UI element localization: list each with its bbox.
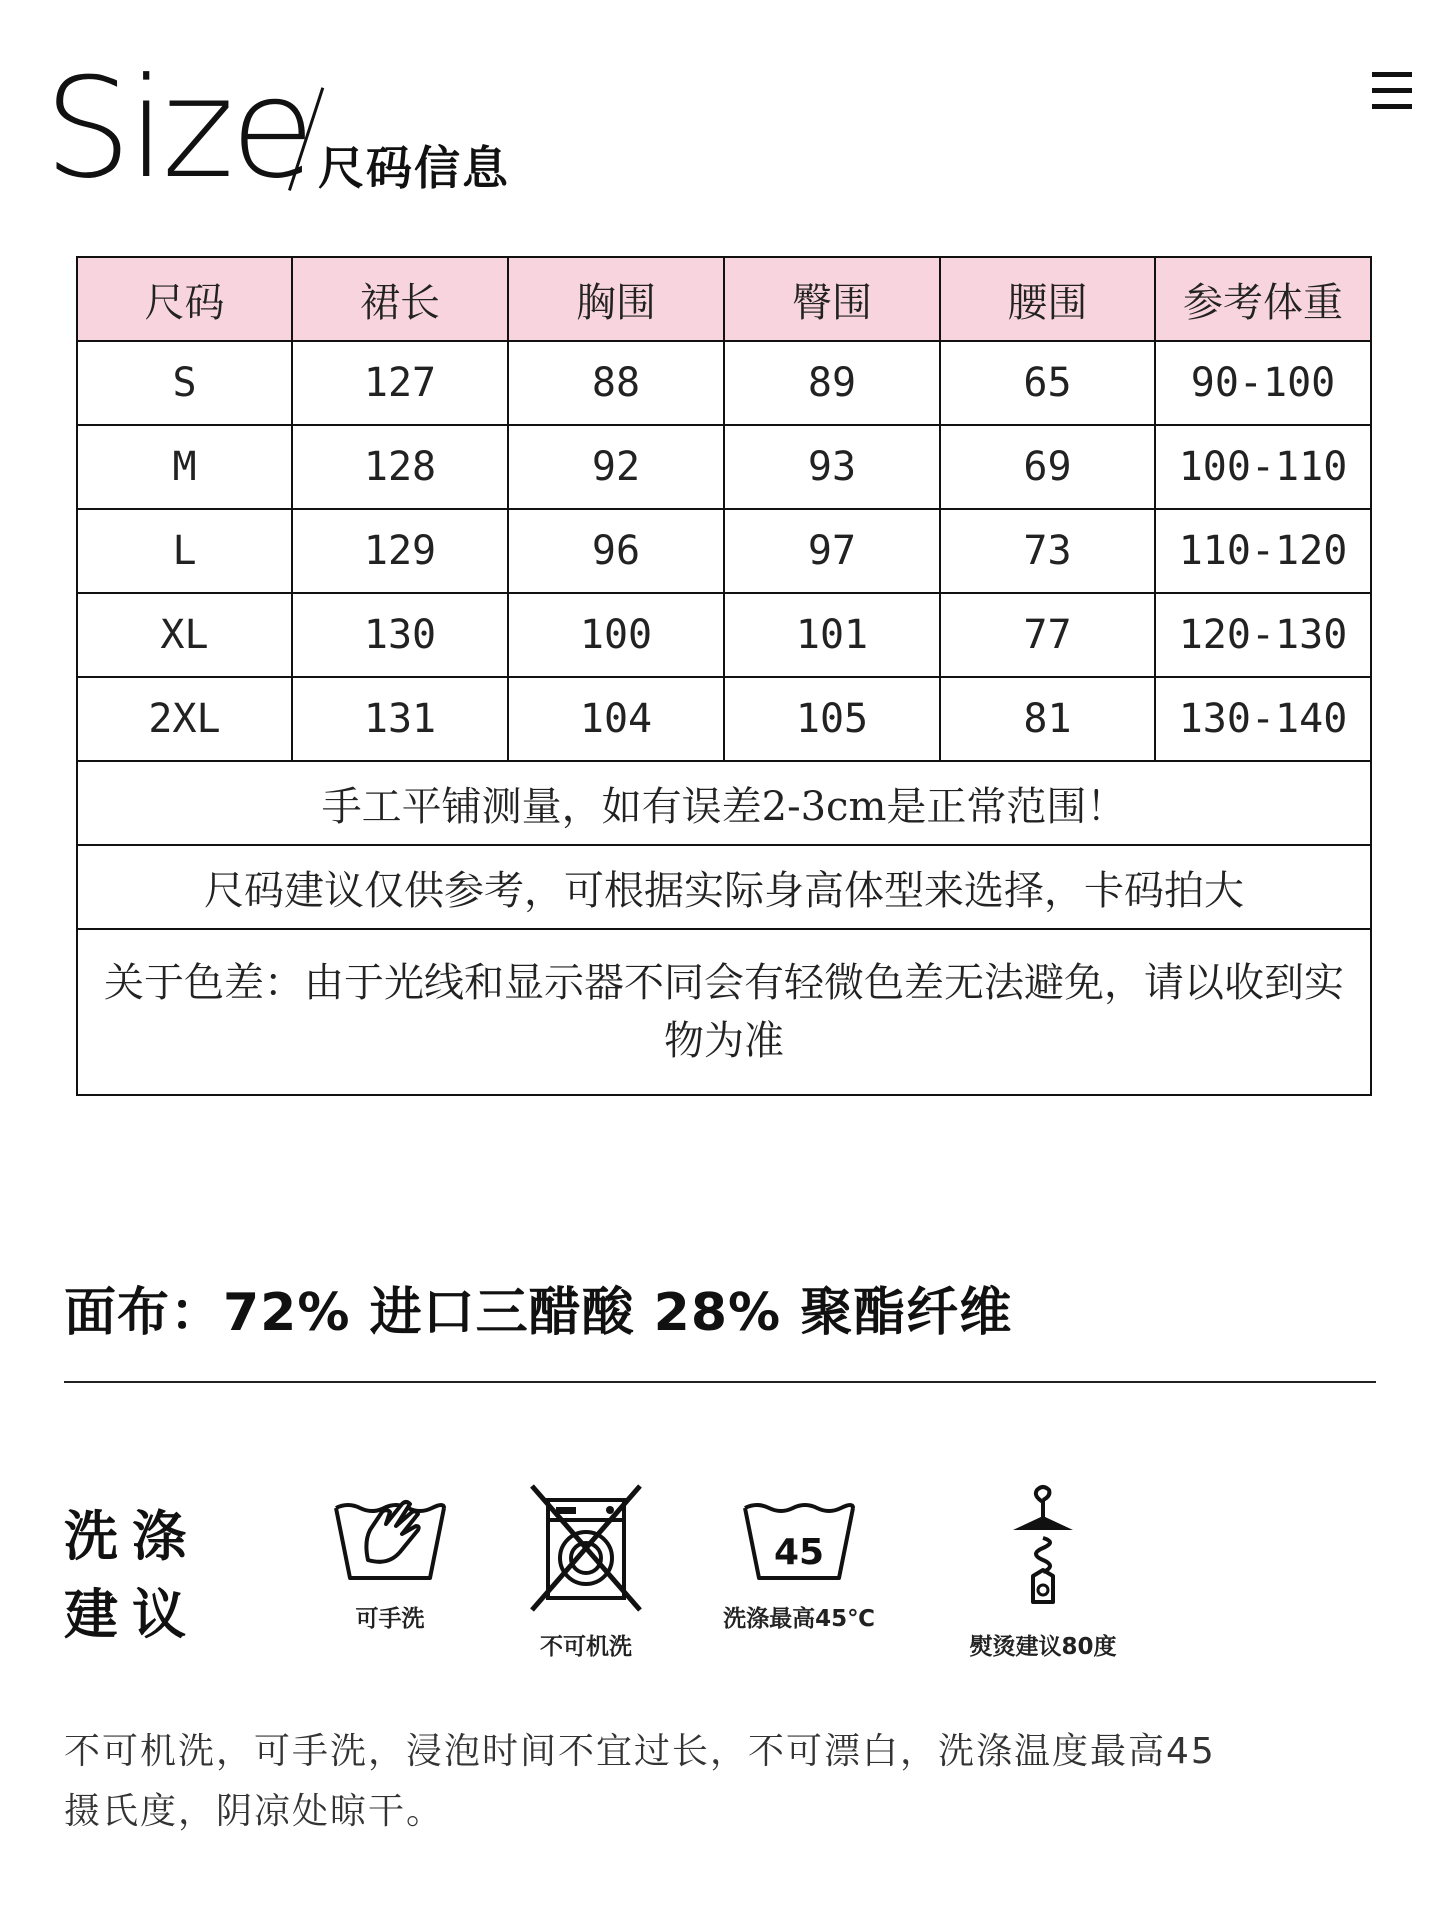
care-label: 不可机洗 — [540, 1634, 632, 1660]
table-row — [77, 341, 1371, 425]
header-weight: 参考体重 — [1155, 257, 1371, 341]
care-title: 洗涤建议 — [64, 1505, 200, 1646]
header-hip: 臀围 — [724, 257, 940, 341]
table-cell: 97 — [724, 509, 940, 593]
header-waist: 腰围 — [940, 257, 1155, 341]
table-cell: 101 — [724, 593, 940, 677]
header-length: 裙长 — [292, 257, 508, 341]
table-cell: 131 — [292, 677, 508, 761]
color-difference-note: 关于色差：由于光线和显示器不同会有轻微色差无法避免，请以收到实物为准 — [77, 929, 1371, 1095]
page-header — [44, 48, 1396, 209]
table-cell: 120-130 — [1155, 593, 1371, 677]
size-table — [76, 256, 1372, 1096]
table-cell: 100-110 — [1155, 425, 1371, 509]
table-header-row — [77, 257, 1371, 341]
table-cell: 104 — [508, 677, 724, 761]
section-divider — [64, 1381, 1376, 1383]
care-description: 不可机洗，可手洗，浸泡时间不宜过长，不可漂白，洗涤温度最高45摄氏度，阴凉处晾干。 — [64, 1731, 1216, 1832]
header-size: 尺码 — [77, 257, 292, 341]
care-item-no-machine-wash — [516, 1482, 656, 1661]
wash-temp-text: 45 — [773, 1532, 825, 1573]
table-cell: 90-100 — [1155, 341, 1371, 425]
header-bust: 胸围 — [508, 257, 724, 341]
iron-steam-icon — [1003, 1482, 1083, 1614]
hamburger-menu-icon[interactable] — [1372, 72, 1412, 116]
title-en: Size — [44, 48, 312, 209]
table-cell: 88 — [508, 341, 724, 425]
table-cell: 110-120 — [1155, 509, 1371, 593]
measurement-note: 手工平铺测量，如有误差2-3cm是正常范围！ — [77, 761, 1371, 845]
care-item-iron — [948, 1482, 1138, 1661]
table-cell: L — [77, 509, 292, 593]
table-cell: 77 — [940, 593, 1155, 677]
table-cell: M — [77, 425, 292, 509]
table-note-row — [77, 845, 1371, 929]
size-advice-note: 尺码建议仅供参考，可根据实际身高体型来选择，卡码拍大 — [77, 845, 1371, 929]
table-cell: 100 — [508, 593, 724, 677]
hand-wash-icon — [330, 1482, 450, 1586]
care-item-wash-45 — [714, 1482, 884, 1633]
table-note-row — [77, 761, 1371, 845]
no-machine-wash-icon — [526, 1482, 646, 1614]
table-cell: 127 — [292, 341, 508, 425]
table-cell: 130 — [292, 593, 508, 677]
care-label: 熨烫建议80度 — [969, 1634, 1117, 1660]
table-cell: 129 — [292, 509, 508, 593]
title-cn: 尺码信息 — [318, 141, 510, 195]
table-cell: 81 — [940, 677, 1155, 761]
table-cell: 65 — [940, 341, 1155, 425]
table-row — [77, 509, 1371, 593]
table-row — [77, 677, 1371, 761]
care-label: 洗涤最高45℃ — [723, 1606, 875, 1632]
care-label: 可手洗 — [355, 1606, 425, 1632]
table-note-row — [77, 929, 1371, 1095]
table-cell: 96 — [508, 509, 724, 593]
table-row — [77, 425, 1371, 509]
care-item-hand-wash — [320, 1482, 460, 1633]
table-cell: 73 — [940, 509, 1155, 593]
table-cell: 92 — [508, 425, 724, 509]
wash-45-icon — [739, 1482, 859, 1586]
table-cell: 89 — [724, 341, 940, 425]
table-cell: 2XL — [77, 677, 292, 761]
table-cell: S — [77, 341, 292, 425]
table-cell: XL — [77, 593, 292, 677]
table-cell: 93 — [724, 425, 940, 509]
table-cell: 130-140 — [1155, 677, 1371, 761]
table-cell: 128 — [292, 425, 508, 509]
table-cell: 105 — [724, 677, 940, 761]
table-row — [77, 593, 1371, 677]
fabric-composition: 面布：72% 进口三醋酸 28% 聚酯纤维 — [64, 1283, 1013, 1343]
table-cell: 69 — [940, 425, 1155, 509]
